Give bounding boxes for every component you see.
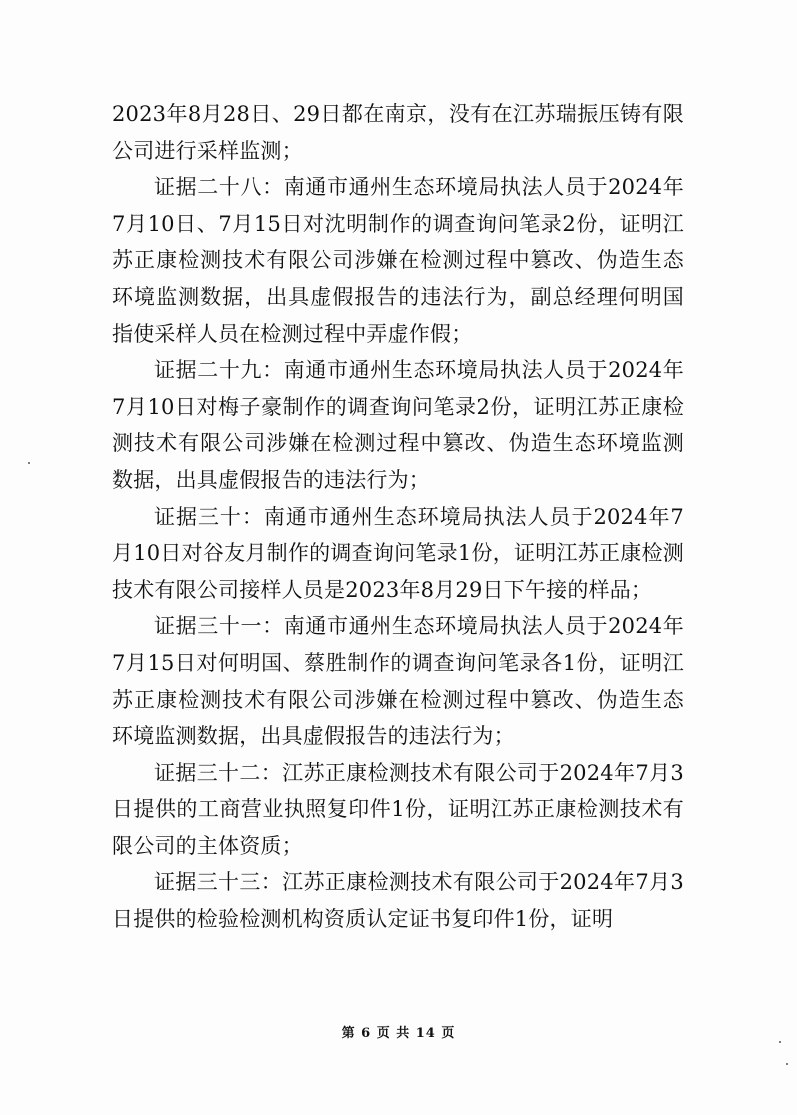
paragraph-evidence-28: 证据二十八：南通市通州生态环境局执法人员于2024年7月10日、7月15日对沈明制作的调查询问笔录2份，证明江苏正康检测技术有限公司涉嫌在检测过程中篡改、伪造生态环境监测数据，出具虚假报告的违法行为，副总经理何明国指使采样人员在检测过程中弄虚作假； [112, 175, 684, 346]
scan-speck [28, 462, 30, 464]
paragraph-evidence-33: 证据三十三：江苏正康检测技术有限公司于2024年7月3日提供的检验检测机构资质认定证书复印件1份，证明 [112, 870, 684, 932]
paragraph-continuation: 2023年8月28日、29日都在南京，没有在江苏瑞振压铸有限公司进行采样监测； [112, 102, 684, 163]
paragraph-evidence-30: 证据三十：南通市通州生态环境局执法人员于2024年7月10日对谷友月制作的调查询问笔录1份，证明江苏正康检测技术有限公司接样人员是2023年8月29日下午接的样品； [112, 504, 684, 602]
scan-speck [779, 1041, 781, 1043]
page-number-footer: 第 6 页 共 14 页 [341, 1026, 456, 1041]
paragraph-evidence-29: 证据二十九：南通市通州生态环境局执法人员于2024年7月10日对梅子豪制作的调查询问笔录2份，证明江苏正康检测技术有限公司涉嫌在检测过程中篡改、伪造生态环境监测数据，出具虚假报告的违法行为； [112, 358, 684, 492]
scan-speck [786, 1063, 788, 1065]
document-body [112, 96, 684, 938]
paragraph-evidence-31: 证据三十一：南通市通州生态环境局执法人员于2024年7月15日对何明国、蔡胜制作的调查询问笔录各1份，证明江苏正康检测技术有限公司涉嫌在检测过程中篡改、伪造生态环境监测数据，出具虚假报告的违法行为； [112, 614, 684, 749]
paragraph-evidence-32: 证据三十二：江苏正康检测技术有限公司于2024年7月3日提供的工商营业执照复印件1份，证明江苏正康检测技术有限公司的主体资质； [112, 760, 684, 858]
